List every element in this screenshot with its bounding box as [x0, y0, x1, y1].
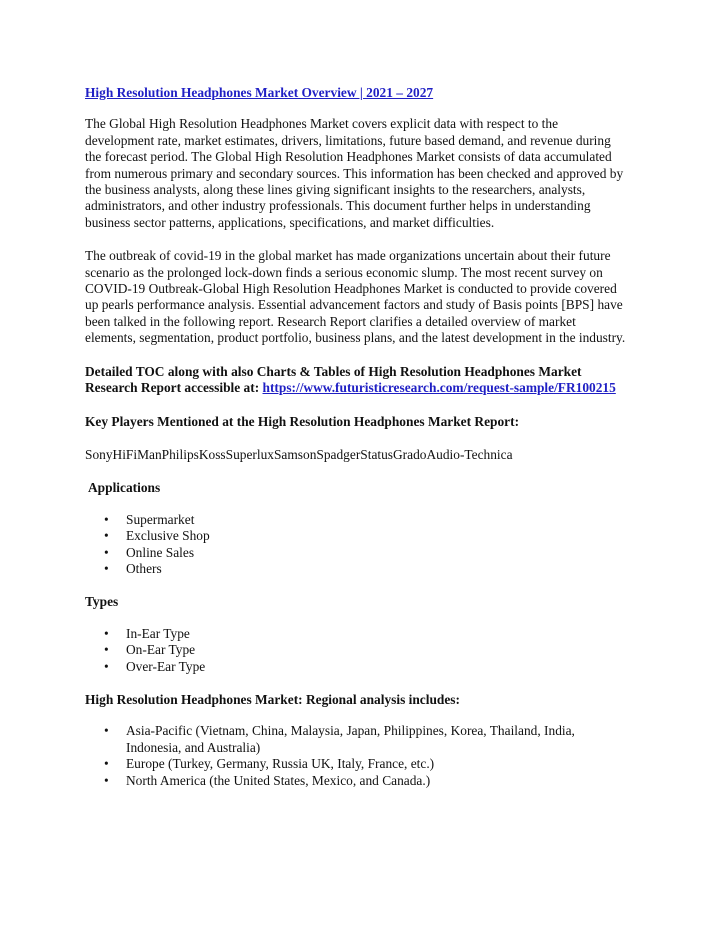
- list-item: [85, 659, 630, 675]
- regions-list: [85, 723, 630, 789]
- list-item: [85, 626, 630, 642]
- bullet-icon: •: [104, 544, 109, 560]
- list-item-label: Supermarket: [126, 511, 195, 527]
- bullet-icon: •: [104, 625, 109, 641]
- bullet-icon: •: [104, 511, 109, 527]
- list-item-label: On-Ear Type: [126, 642, 196, 658]
- key-players-heading: Key Players Mentioned at the High Resolution Headphones Market Report:: [85, 413, 520, 429]
- toc-text: Detailed TOC along with also Charts & Tables of High Resolution Headphones Market Research Report accessible at:: [85, 363, 582, 396]
- list-item: [85, 773, 630, 789]
- toc-sample-link[interactable]: https://www.futuristicresearch.com/request-sample/FR100215: [262, 380, 616, 396]
- list-item-label: North America (the United States, Mexico, and Canada.): [126, 772, 431, 788]
- applications-list: [85, 512, 630, 578]
- list-item-label: Asia-Pacific (Vietnam, China, Malaysia, Japan, Philippines, Korea, Thailand, India, Indonesia, and Australia): [126, 723, 575, 755]
- title-link[interactable]: High Resolution Headphones Market Overview | 2021 – 2027: [85, 85, 434, 100]
- list-item: [85, 545, 630, 561]
- bullet-icon: •: [104, 560, 109, 576]
- document-page: [85, 85, 630, 789]
- list-item: [85, 561, 630, 577]
- list-item-label: In-Ear Type: [126, 625, 190, 641]
- bullet-icon: •: [104, 756, 109, 772]
- types-list: [85, 626, 630, 675]
- types-heading: Types: [85, 594, 119, 610]
- covid-paragraph: The outbreak of covid-19 in the global market has made organizations uncertain about their future scenario as the prolonged lock-down finds a serious economic slump. The most recent survey on COVID-19 Outbreak-Global High Resolution Headphones Market is conducted to provide covered up pearls performance analysis. Essential advancement factors and study of Basis points [BPS] have been talked in the following report. Research Report clarifies a detailed overview of market elements, segmentation, product portfolio, business plans, and the latest development in the industry.: [85, 248, 626, 346]
- key-players-list: SonyHiFiManPhilipsKossSuperluxSamsonSpadgerStatusGradoAudio-Technica: [85, 446, 513, 462]
- bullet-icon: •: [104, 658, 109, 674]
- list-item: [85, 528, 630, 544]
- list-item: [85, 512, 630, 528]
- list-item-label: Europe (Turkey, Germany, Russia UK, Italy, France, etc.): [126, 756, 435, 772]
- list-item-label: Online Sales: [126, 544, 195, 560]
- intro-paragraph: The Global High Resolution Headphones Market covers explicit data with respect to the development rate, market estimates, drivers, limitations, future based demand, and revenue during the forecast period. The Global High Resolution Headphones Market consists of data accumulated from numerous primary and secondary sources. This information has been checked and approved by the business analysts, along these lines giving significant insights to the researchers, analysts, administrators, and other industry professionals. This document further helps in understanding business sector patterns, applications, specifications, and market difficulties.: [85, 116, 624, 230]
- regional-heading: High Resolution Headphones Market: Regional analysis includes:: [85, 691, 460, 707]
- list-item-label: Over-Ear Type: [126, 658, 206, 674]
- list-item: [85, 756, 630, 772]
- list-item-label: Exclusive Shop: [126, 528, 210, 544]
- applications-heading: Applications: [88, 480, 161, 496]
- list-item-label: Others: [126, 560, 162, 576]
- bullet-icon: •: [104, 528, 109, 544]
- toc-paragraph: [85, 364, 630, 397]
- list-item: [85, 723, 630, 756]
- bullet-icon: •: [104, 772, 109, 788]
- bullet-icon: •: [104, 723, 109, 739]
- list-item: [85, 642, 630, 658]
- bullet-icon: •: [104, 642, 109, 658]
